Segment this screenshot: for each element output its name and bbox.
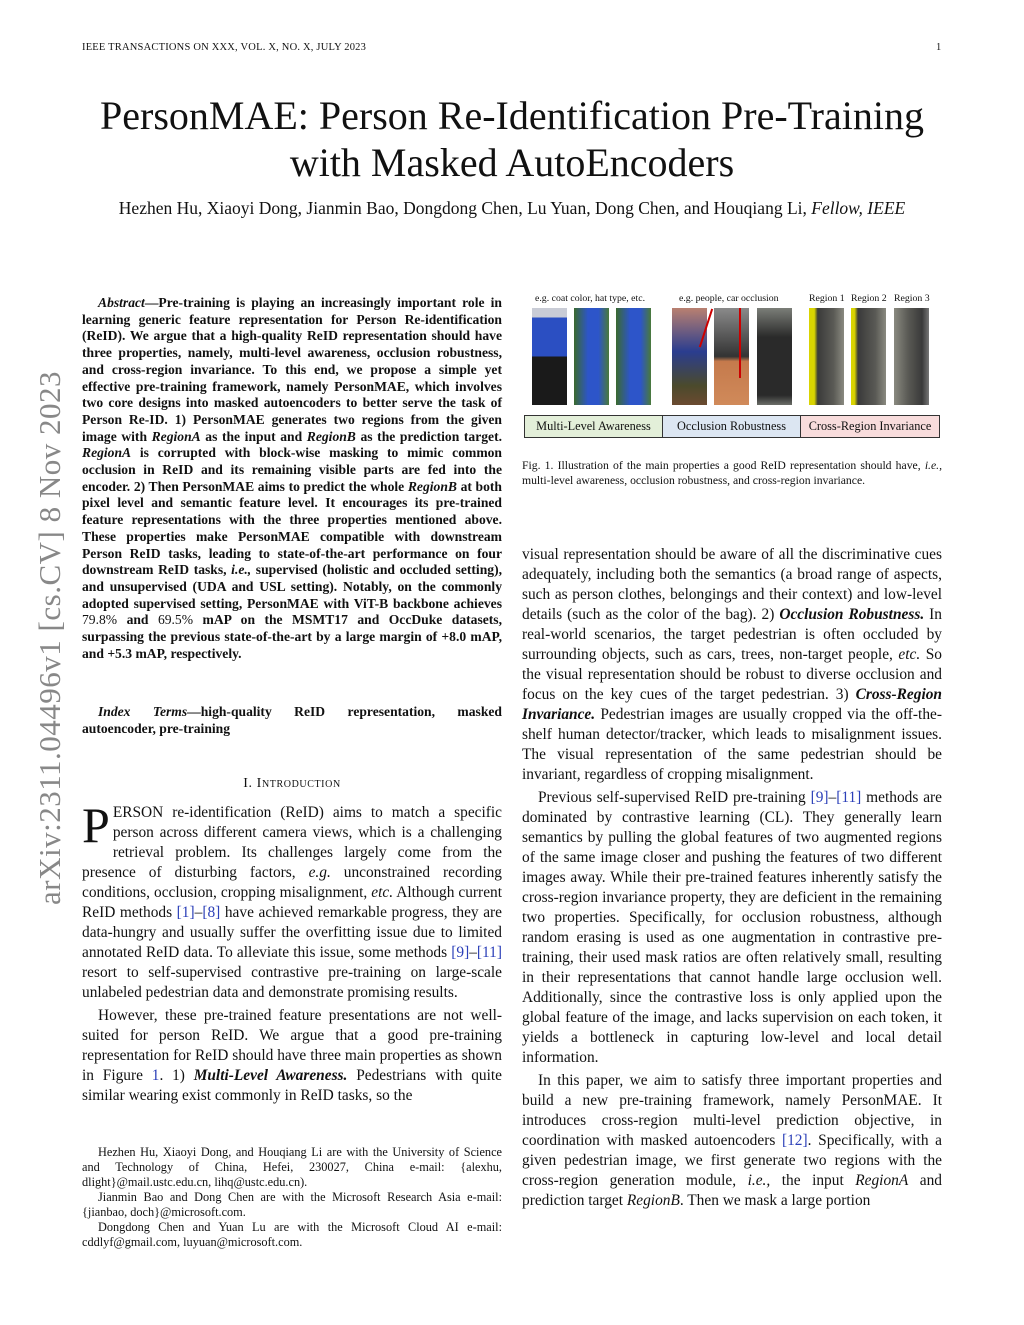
text-run: supervised (holistic and occluded setting), and unsupervised (UDA and USL setting). Notably, on the commonly adopted supervised setting, PersonMAE with ViT-B backbone achieves	[82, 562, 502, 611]
text-run: Pedestrians with quite similar wearing exist commonly in ReID tasks, so the	[82, 1067, 503, 1104]
text-run: 79.8%	[82, 612, 118, 628]
paragraph	[82, 797, 503, 1003]
property-box-multi-level	[524, 415, 663, 438]
text-run: Multi-Level Awareness.	[193, 1067, 348, 1084]
text-run: 69.5%	[157, 612, 194, 628]
pedestrian-image	[672, 308, 707, 405]
pedestrian-image	[532, 308, 567, 405]
text-run: Previous self-supervised ReID pre-training	[538, 789, 811, 806]
text-run: methods are dominated by contrastive learning (CL). They generally learn semantics by pulling the global features of two augmented regions of the same image closer and pushing the features of two different images away. While their pre-trained features inherently satisfy the cross-region invariance property, they are deficient in the remaining two properties. Specifically, for occlusion robustness, although random erasing is used as one augmentation in contrastive pre-training, their used mask ratios are often relatively small, resulting in their representations that cannot handle large occlusion well. Additionally, since the contrastive loss is only applied upon the global feature of the image, and lacks supervision on each token, it yields a bottleneck in capturing low-level and local detail information.	[522, 789, 943, 1066]
citation-link[interactable]: [11]	[836, 789, 862, 806]
text-run: –	[469, 944, 477, 961]
text-run: However, these pre-trained feature presentations are not well-suited for person ReID. We argue that a good pre-training representation for ReID should have three main properties as shown in Figure	[82, 1007, 502, 1084]
index-terms-text	[82, 704, 502, 737]
text-run: at both pixel level and semantic feature level. It encourages its pre-trained feature representations with the three properties mentioned above. These properties make PersonMAE compatible with downstream Person ReID tasks, leading to state-of-the-art performance on four downstream ReID tasks,	[82, 478, 502, 578]
footnote: Hezhen Hu, Xiaoyi Dong, and Houqiang Li are with the University of Science and Technology of China, Hefei, 230027, China e-mail: {alexhu, dlight}@mail.ustc.edu.cn, lihq@ustc.edu.cn).	[82, 1145, 502, 1189]
text-run: Illustration of the main properties a good ReID representation should have,	[553, 459, 925, 472]
citation-link[interactable]: [1]	[176, 904, 195, 921]
citation-link[interactable]: 1	[151, 1067, 160, 1084]
footnote: Dongdong Chen and Yuan Lu are with the Microsoft Cloud AI e-mail: cddlyf@gmail.com, luyuan@microsoft.com.	[82, 1220, 502, 1249]
figure-label: Region 2	[851, 293, 887, 304]
citation-link[interactable]: [12]	[781, 1132, 808, 1149]
index-terms	[82, 704, 502, 737]
figure-label: Region 1	[809, 293, 845, 304]
text-run: RegionA	[855, 1172, 909, 1189]
text-run: as the input and	[200, 428, 307, 444]
text-run: etc.	[371, 884, 394, 901]
figure-label: e.g. coat color, hat type, etc.	[535, 293, 646, 304]
page-number: 1	[936, 42, 942, 53]
citation-link[interactable]: [9]	[451, 944, 470, 961]
text-run: multi-level awareness, occlusion robustness, and cross-region invariance.	[522, 474, 866, 487]
pedestrian-image	[894, 308, 929, 405]
text-run: Although current ReID methods	[82, 884, 502, 921]
pedestrian-image	[574, 308, 609, 405]
paper-title	[40, 92, 984, 186]
text-run: unconstrained recording conditions, occlusion, cropping misalignment,	[82, 864, 503, 901]
paragraph	[522, 1071, 942, 1211]
text-run: Cross-Region Invariance.	[522, 686, 942, 723]
property-label: Multi-Level Awareness	[536, 419, 651, 433]
figure-label: Region 3	[894, 293, 930, 304]
running-header: IEEE TRANSACTIONS ON XXX, VOL. X, NO. X, JULY 2023	[82, 42, 367, 53]
drop-cap: P	[82, 797, 110, 853]
text-run: and prediction target	[522, 1172, 942, 1209]
text-run: ERSON re-identification (ReID) aims to match a specific person across different camera views, which is a challenging retrieval problem. Its challenges largely come from the presence of disturbing factors,	[82, 804, 502, 881]
text-run: the input	[770, 1172, 856, 1189]
author-list	[40, 198, 984, 219]
figure-1	[524, 293, 940, 439]
citation-link[interactable]: [9]	[810, 789, 829, 806]
title-line-1: PersonMAE: Person Re-Identification Pre-Training	[100, 93, 924, 138]
text-run: Abstract	[98, 295, 145, 310]
text-run: i.e.,	[924, 459, 943, 472]
caption-text	[522, 459, 942, 487]
pedestrian-image	[616, 308, 651, 405]
footnotes	[82, 1145, 502, 1250]
text-run: In real-world scenarios, the target pedestrian is often occluded by surrounding objects, such as cars, trees, non-target people,	[522, 606, 942, 663]
property-label: Cross-Region Invariance	[808, 419, 932, 433]
text-run: In this paper, we aim to satisfy three important properties and build a new pre-training framework, namely PersonMAE. It introduces cross-region multi-level prediction objective, in coordination with masked autoencoders	[522, 1072, 942, 1149]
citation-link[interactable]: [11]	[476, 944, 502, 961]
text-run: RegionA	[82, 445, 132, 461]
pedestrian-image	[809, 308, 844, 405]
caption-prefix: Fig. 1.	[522, 459, 554, 472]
text-run: . 1)	[159, 1067, 194, 1084]
authors-suffix: Fellow, IEEE	[811, 198, 906, 218]
text-run: –	[194, 904, 203, 921]
text-run: . Specifically, with a given pedestrian image, we first generate two regions with the cross-region generation module,	[522, 1132, 942, 1189]
section-title: I. Introduction	[243, 776, 341, 791]
text-run: mAP on the MSMT17 and OccDuke datasets, surpassing the previous state-of-the-art by a large margin of +8.0 mAP, and +5.3 mAP, respectively.	[82, 612, 502, 661]
abstract-text	[82, 295, 502, 662]
text-run: have achieved remarkable progress, they are data-hungry and usually suffer the overfitting issue due to limited annotated ReID data. To alleviate this issue, some methods	[82, 904, 502, 961]
title-line-2: with Masked AutoEncoders	[289, 140, 735, 185]
paragraph	[82, 1006, 502, 1106]
text-run: . Then we mask a large portion	[679, 1192, 871, 1209]
text-run: RegionA	[151, 428, 201, 444]
citation-link[interactable]: [8]	[202, 904, 221, 921]
text-run: i.e.,	[231, 562, 252, 578]
text-run: Pedestrian images are usually cropped via the off-the-shelf human detector/tracker, which leads to misalignment issues. The visual representation of the same pedestrian should be invariant, regardless of cropping misalignment.	[522, 706, 942, 783]
left-column-body	[82, 797, 503, 1109]
text-run: is corrupted with block-wise masking to mimic common occlusion in ReID and its remaining visible parts are fed into the encoder. 2) Then PersonMAE aims to predict the whole	[82, 445, 502, 494]
arxiv-stamp: arXiv:2311.04496v1 [cs.CV] 8 Nov 2023	[32, 371, 67, 905]
text-run: —Pre-training is playing an increasingly important role in learning generic feature representation for Person Re-identification (ReID). We argue that a high-quality ReID representation should have three properties, namely, multi-level awareness, occlusion robustness, and cross-region invariance. To this end, we propose a simple yet effective pre-training framework, namely PersonMAE, which involves two core designs into masked autoencoders to better serve the task of Person Re-ID. 1) PersonMAE generates two regions from the given image with	[82, 295, 502, 444]
text-run: Index Terms	[98, 704, 188, 719]
paragraph	[522, 545, 942, 785]
paragraph	[522, 788, 942, 1068]
right-column-body	[522, 545, 942, 1214]
property-box-cross-region	[800, 415, 940, 438]
text-run: So the visual representation should be robust to diverse occlusion and focus on the key cues of the target pedestrian. 3)	[522, 646, 942, 703]
authors: Hezhen Hu, Xiaoyi Dong, Jianmin Bao, Dongdong Chen, Lu Yuan, Dong Chen, and Houqiang Li,	[118, 198, 807, 218]
text-run: RegionB	[407, 478, 457, 494]
text-run: Occlusion Robustness.	[779, 606, 925, 623]
paragraph-text	[82, 797, 503, 1001]
arrow-icon	[739, 308, 741, 378]
text-run: and	[117, 612, 158, 628]
pedestrian-image	[757, 308, 792, 405]
text-run: resort to self-supervised contrastive pre-training on large-scale unlabeled pedestrian data and demonstrate promising results.	[82, 964, 502, 1001]
figure-caption	[522, 458, 942, 488]
text-run: —high-quality ReID representation, masked autoencoder, pre-training	[82, 704, 502, 736]
text-run: e.g.	[308, 864, 331, 881]
text-run: visual representation should be aware of all the discriminative cues adequately, including both the semantics (a broad range of aspects, such as person clothes, belongings and their context) and low-level details (such as the color of the bag). 2)	[522, 546, 942, 623]
property-label: Occlusion Robustness	[677, 419, 786, 433]
section-heading	[82, 776, 502, 792]
text-run: etc.	[898, 646, 921, 663]
text-run: –	[828, 789, 837, 806]
property-box-occlusion	[662, 415, 801, 438]
text-run: i.e.,	[747, 1172, 771, 1189]
pedestrian-image	[851, 308, 886, 405]
abstract	[82, 295, 502, 662]
text-run: as the prediction target.	[355, 428, 502, 444]
footnote: Jianmin Bao and Dong Chen are with the Microsoft Research Asia e-mail: {jianbao, doch}@microsoft.com.	[82, 1190, 502, 1219]
pedestrian-image	[714, 308, 749, 405]
figure-label: e.g. people, car occlusion	[679, 293, 779, 304]
text-run: RegionB	[306, 428, 356, 444]
text-run: RegionB	[626, 1192, 680, 1209]
